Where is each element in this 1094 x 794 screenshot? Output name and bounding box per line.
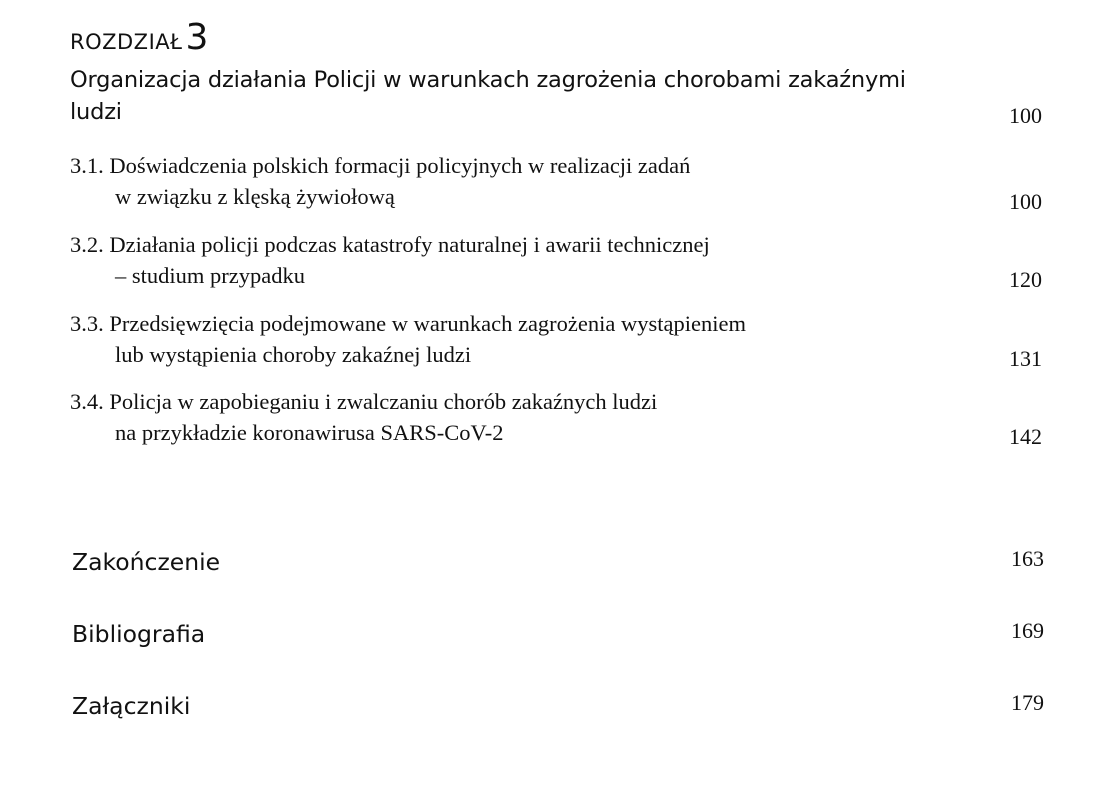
toc-entry-3-3: [70, 308, 1030, 370]
toc-entry-3-2: [70, 229, 1030, 291]
section-title-line1: Działania policji podczas katastrofy naturalnej i awarii technicznej: [109, 232, 710, 257]
back-matter-page-number: 163: [1011, 546, 1044, 571]
toc-entry-zalaczniki: Załączniki: [72, 692, 191, 720]
section-title-line1: Przedsięwzięcia podejmowane w warunkach zagrożenia wystąpieniem: [109, 311, 746, 336]
toc-entry-3-4: [70, 386, 1030, 448]
back-matter-page-number: 169: [1011, 618, 1044, 643]
toc-entry-3-1: [70, 150, 1030, 212]
section-page-number: 142: [1009, 424, 1042, 449]
section-title-line2: – studium przypadku: [115, 263, 305, 288]
section-number: 3.3.: [70, 311, 104, 336]
section-page-number: 100: [1009, 189, 1042, 214]
chapter-title: Organizacja działania Policji w warunkach zagrożenia chorobami zakaźnymi ludzi: [70, 67, 906, 125]
section-number: 3.4.: [70, 389, 104, 414]
section-page-number: 131: [1009, 346, 1042, 371]
toc-entry-bibliografia: Bibliografia: [72, 620, 206, 648]
section-number: 3.2.: [70, 232, 104, 257]
back-matter-page-number: 179: [1011, 690, 1044, 715]
chapter-label-text: ROZDZIAŁ: [70, 30, 183, 54]
section-title-line2: w związku z klęską żywiołową: [115, 184, 395, 209]
section-title-line2: na przykładzie koronawirusa SARS-CoV-2: [115, 420, 504, 445]
chapter-page-number: 100: [1009, 103, 1042, 128]
section-page-number: 120: [1009, 267, 1042, 292]
section-number: 3.1.: [70, 153, 104, 178]
section-title-line2: lub wystąpienia choroby zakaźnej ludzi: [115, 342, 472, 367]
section-title-line1: Policja w zapobieganiu i zwalczaniu chorób zakaźnych ludzi: [109, 389, 658, 414]
chapter-number: 3: [185, 17, 209, 58]
section-title-line1: Doświadczenia polskich formacji policyjnych w realizacji zadań: [109, 153, 691, 178]
toc-entry-zakonczenie: Zakończenie: [72, 548, 221, 576]
chapter-label: [70, 14, 209, 66]
